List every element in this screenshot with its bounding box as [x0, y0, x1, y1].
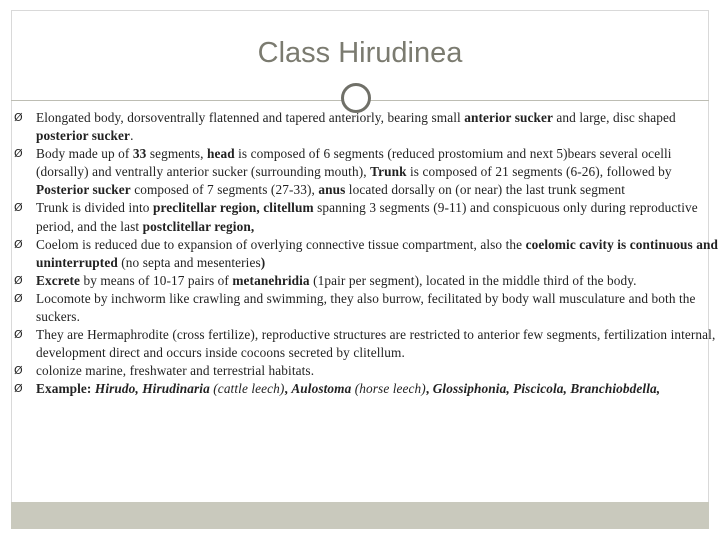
bullet-text-segment: located dorsally on (or near) the last trunk segment [345, 182, 626, 198]
bullet-item [14, 326, 720, 362]
bullet-text-segment: colonize marine, freshwater and terrestrial habitats. [36, 363, 315, 379]
bullet-text-segment: Trunk is divided into [36, 200, 153, 216]
bullet-text-segment: by means of 10-17 pairs of [80, 272, 233, 288]
bullet-arrow-icon: Ø [14, 201, 23, 215]
bullet-text-segment: (horse leech) [351, 381, 426, 397]
bullet-text-segment: Excrete [36, 272, 81, 288]
bullet-text-segment: is composed of 6 segments (reduced prostomium and next 5)bears several ocelli (dorsally) and ventrally anterior sucker (surrounding mouth), [36, 146, 672, 180]
bullet-text-segment: segments, [146, 146, 207, 162]
bullet-text-segment: Trunk [370, 164, 407, 180]
bullet-text-segment: and large, disc shaped [553, 110, 676, 125]
bullet-arrow-icon: Ø [14, 328, 23, 342]
bullet-text-segment: Example: [36, 381, 95, 397]
bullet-arrow-icon: Ø [14, 111, 23, 124]
bullet-text-segment: (cattle leech) [209, 381, 285, 397]
bullet-text-segment: Coelom is reduced due to expansion of overlying connective tissue compartment, also the [36, 236, 526, 252]
bullet-item [14, 236, 720, 272]
slide-title: Class Hirudinea [257, 37, 463, 69]
bullet-text-segment: coelomic cavity is continuous and uninterrupted [36, 236, 718, 270]
bullet-text-segment: is composed of 21 segments (6-26), followed by [406, 164, 672, 180]
bullet-text-segment: (1pair per segment), located in the middle third of the body. [309, 272, 637, 288]
bullet-text-segment: , [284, 381, 292, 397]
bullet-item [14, 380, 720, 398]
bullet-item [14, 272, 720, 290]
bullet-item [14, 362, 720, 380]
bullet-list [14, 109, 720, 399]
bullet-item [14, 145, 720, 199]
bullet-text-segment: , [425, 381, 433, 397]
bullet-arrow-icon: Ø [14, 273, 23, 287]
bullet-text-segment: They are Hermaphrodite (cross fertilize), reproductive structures are restricted to anterior few segments, fertilization internal, development direct and occurs inside cocoons secreted by clitellum. [36, 327, 716, 361]
bullet-text-segment: metanehridia [232, 272, 310, 288]
bullet-item [14, 290, 720, 326]
bullet-arrow-icon: Ø [14, 364, 23, 378]
bullet-text-segment: Glossiphonia, Piscicola, Branchiobdella, [432, 381, 661, 397]
bullet-text-segment: Elongated body, dorsoventrally flatenned and tapered anteriorly, bearing small [36, 110, 465, 125]
bullet-text-segment: Posterior sucker [36, 182, 131, 198]
bullet-text-segment: 33 [132, 146, 147, 162]
bullet-text-segment: Locomote by inchworm like crawling and swimming, they also burrow, fecilitated by body wall musculature and both the suckers. [36, 290, 696, 325]
bullet-arrow-icon: Ø [14, 382, 23, 396]
bullet-text-segment: preclitellar region, clitellum [152, 200, 314, 216]
bullet-arrow-icon: Ø [14, 291, 23, 305]
bullet-text-segment: posterior sucker [36, 128, 131, 144]
bullet-text-segment: Hirudo, Hirudinaria [94, 381, 210, 397]
bullet-item [14, 109, 720, 145]
bullet-arrow-icon: Ø [14, 237, 23, 251]
bullet-text-segment: Body made up of [36, 146, 133, 162]
bullet-arrow-icon: Ø [14, 147, 23, 161]
bullet-text-segment: composed of 7 segments (27-33), [130, 182, 319, 198]
bullet-text-segment: . [130, 128, 134, 144]
bullet-text-segment: anterior sucker [464, 110, 553, 125]
bullet-text-segment: ) [260, 254, 266, 270]
bullet-text-segment: spanning 3 segments (9-11) and conspicuous only during reproductive period, and the last [36, 200, 698, 234]
bullet-text-segment: postclitellar region, [142, 218, 255, 234]
bullet-item [14, 199, 720, 235]
bullet-text-segment: anus [318, 182, 346, 198]
bullet-text-segment: Aulostoma [291, 381, 352, 397]
slide-footer-band [11, 502, 709, 529]
bullet-text-segment: head [206, 146, 235, 162]
bullet-text-segment: (no septa and mesenteries [117, 254, 261, 270]
